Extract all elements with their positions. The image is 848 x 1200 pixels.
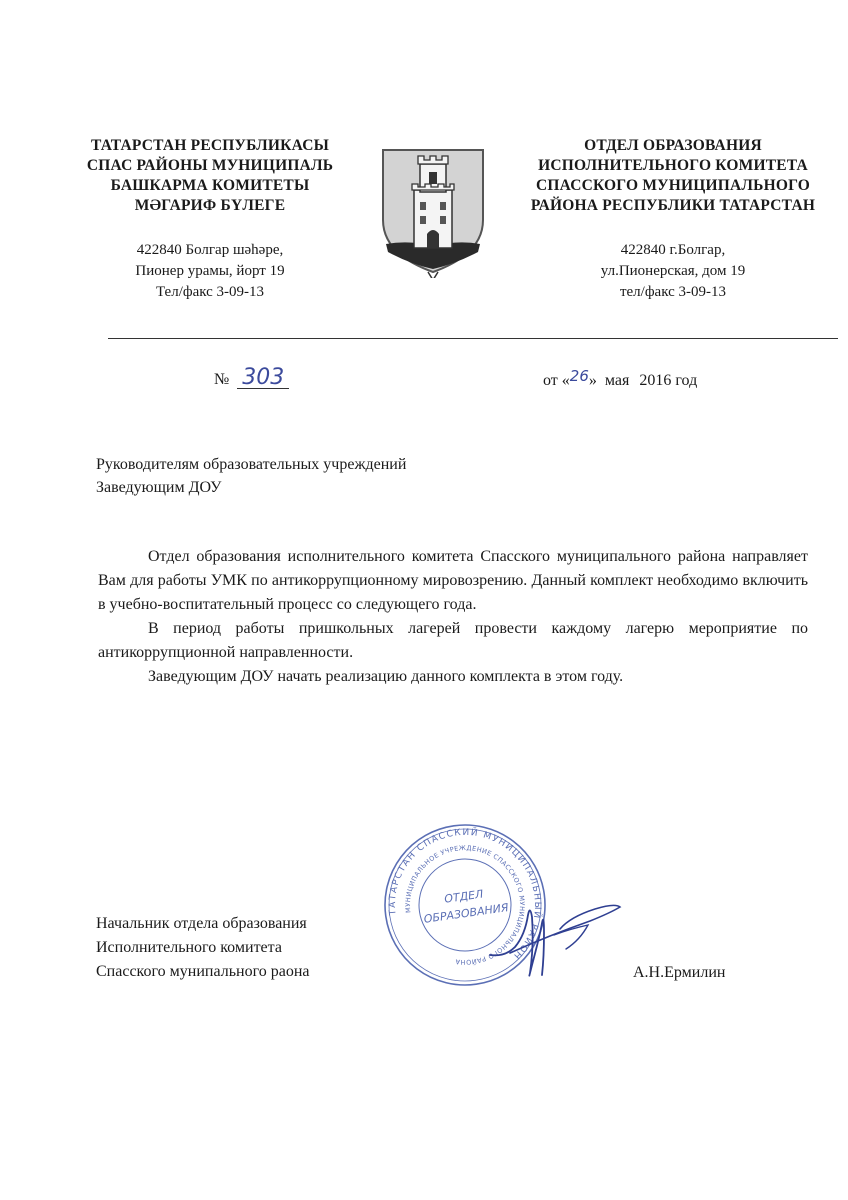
signatory-position-line: Исполнительного комитета <box>96 939 282 956</box>
header-right-title-line: ИСПОЛНИТЕЛЬНОГО КОМИТЕТА <box>538 157 808 174</box>
header-left-title <box>60 136 360 216</box>
body-paragraph: Отдел образования исполнительного комитета Спасского муниципального района направляет Вам для работы УМК по антикоррупционному мировозрению. Данный комплект необходимо включить в учебно-воспитательный процесс со следующего года. <box>98 548 808 613</box>
signatory-position-line: Начальник отдела образования <box>96 915 307 932</box>
stamp-center-line: ОТДЕЛ <box>443 887 485 906</box>
document-date <box>543 369 803 392</box>
number-label: № <box>214 371 230 388</box>
header-right-title-line: СПАССКОГО МУНИЦИПАЛЬНОГО <box>535 177 811 194</box>
document-number <box>214 365 414 391</box>
addressee-line: Руководителям образовательных учреждений <box>96 456 407 473</box>
addressee-line: Заведующим ДОУ <box>96 479 222 496</box>
header-right-title-line: ОТДЕЛ ОБРАЗОВАНИЯ <box>584 137 762 154</box>
header-right-address-line: 422840 г.Болгар, <box>620 242 726 258</box>
handwritten-signature <box>470 895 630 990</box>
header-left-title-line: БАШКАРМА КОМИТЕТЫ <box>110 177 310 194</box>
header-right-address <box>508 240 838 303</box>
date-suffix: » <box>588 372 597 389</box>
signatory-name: А.Н.Ермилин <box>633 964 726 981</box>
header-left-address-line: Тел/факс 3-09-13 <box>155 284 265 300</box>
letter-body <box>98 545 808 689</box>
stamp-center-line: ОБРАЗОВАНИЯ <box>423 901 510 926</box>
body-paragraph: В период работы пришкольных лагерей провести каждому лагерю мероприятие по антикоррупционной направленности. <box>98 620 808 661</box>
header-divider <box>108 338 838 339</box>
signatory-position <box>96 912 396 984</box>
stamp-inner-text: МУНИЦИПАЛЬНОЕ УЧРЕЖДЕНИЕ СПАССКОГО МУНИЦИПАЛЬНОГО РАЙОНА <box>403 843 527 967</box>
header-right-title <box>508 136 838 216</box>
header-left-title-line: МӘГАРИФ БҮЛЕГЕ <box>134 197 286 214</box>
header-right-address-line: тел/факс 3-09-13 <box>619 284 727 300</box>
date-day: 26 <box>569 367 589 385</box>
header-right <box>508 136 838 303</box>
header-left-title-line: ТАТАРСТАН РЕСПУБЛИКАСЫ <box>90 137 330 154</box>
header-right-address-line: ул.Пионерская, дом 19 <box>600 263 746 279</box>
header-left-title-line: СПАС РАЙОНЫ МУНИЦИПАЛЬ <box>86 157 334 174</box>
header-right-title-line: РАЙОНА РЕСПУБЛИКИ ТАТАРСТАН <box>530 197 816 214</box>
signatory-position-line: Спасского мунипального раона <box>96 963 310 980</box>
header-left <box>60 136 360 303</box>
header-left-address-line: Пионер урамы, йорт 19 <box>135 263 285 279</box>
number-value: 303 <box>237 368 289 389</box>
date-year: 2016 год <box>639 372 698 389</box>
date-month: мая <box>604 372 630 389</box>
body-paragraph: Заведующим ДОУ начать реализацию данного комплекта в этом году. <box>148 668 624 685</box>
header-left-address-line: 422840 Болгар шәһәре, <box>136 242 284 258</box>
coat-of-arms-icon <box>380 146 486 278</box>
stamp-outer-text: ТАТАРСТАН СПАССКИЙ МУНИЦИПАЛЬНЫЙ РАЙОН <box>387 827 543 962</box>
date-prefix: от « <box>543 372 570 389</box>
header-left-address <box>60 240 360 303</box>
addressees <box>96 453 546 499</box>
